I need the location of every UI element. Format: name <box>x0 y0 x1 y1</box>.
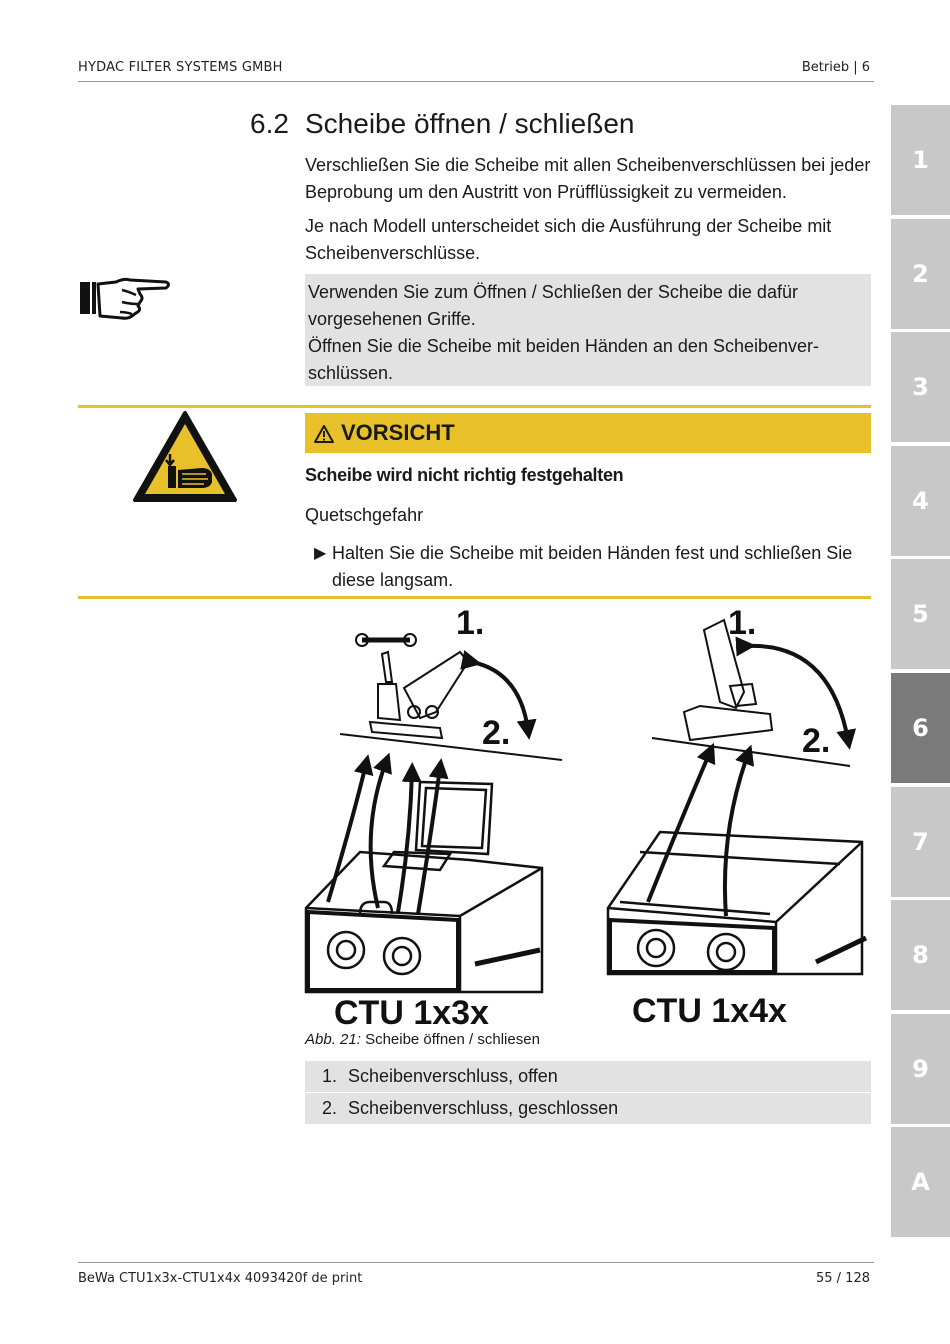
chapter-tabs <box>891 105 950 1241</box>
legend-number: 2. <box>322 1098 338 1118</box>
legend-number: 1. <box>322 1066 338 1086</box>
tab-1[interactable]: 1 <box>891 105 950 215</box>
company-name: HYDAC FILTER SYSTEMS GMBH <box>78 60 283 75</box>
legend-item <box>305 1061 871 1092</box>
page-footer <box>78 1262 874 1292</box>
legend-text: Scheibenverschluss, offen <box>348 1066 558 1086</box>
tab-a[interactable]: A <box>891 1127 950 1237</box>
page-number: 55 / 128 <box>816 1271 870 1286</box>
figure-legend <box>305 1061 871 1125</box>
warning-top-rule <box>78 405 871 408</box>
section-number: 6.2 <box>250 108 289 139</box>
paragraph-2: Je nach Modell unterscheidet sich die Ausführung der Scheibe mit Scheibenverschlüsse. <box>305 216 832 263</box>
warning-step <box>314 540 874 594</box>
right-step-2: 2. <box>802 722 831 760</box>
step-arrow-icon: ▶ <box>314 545 327 562</box>
pointing-hand-icon <box>78 272 173 322</box>
right-step-1: 1. <box>728 604 757 642</box>
crush-hazard-sign-icon <box>132 410 238 504</box>
section-heading <box>250 108 634 140</box>
legend-item <box>305 1093 871 1124</box>
tab-4[interactable]: 4 <box>891 446 950 556</box>
warning-bottom-rule <box>78 596 871 599</box>
right-cabinet <box>608 832 866 974</box>
paragraph-1: Verschließen Sie die Scheibe mit allen Scheibenverschlüssen bei jeder Beprobung um den Austritt von Prüfflüssigkeit zu vermeiden. <box>305 155 871 202</box>
warning-title: Scheibe wird nicht richtig festgehalten <box>305 465 624 485</box>
warning-hazard: Quetschgefahr <box>305 505 424 525</box>
figure-caption <box>305 1031 540 1048</box>
figure-illustration <box>300 602 875 1030</box>
caption-label: Abb. 21: <box>305 1031 361 1048</box>
section-title: Scheibe öffnen / schließen <box>305 108 635 139</box>
left-step-1: 1. <box>456 604 485 642</box>
right-model-label: CTU 1x4x <box>632 992 787 1030</box>
chapter-label: Betrieb | 6 <box>801 60 870 75</box>
warning-triangle-icon <box>313 424 335 444</box>
tab-6[interactable]: 6 <box>891 673 950 783</box>
page-header <box>78 58 874 82</box>
warning-step-text: Halten Sie die Scheibe mit beiden Händen fest und schließen Sie diese langsam. <box>332 543 853 590</box>
tab-8[interactable]: 8 <box>891 900 950 1010</box>
right-rotate-arrow <box>746 646 848 740</box>
note-line-1: Verwenden Sie zum Öffnen / Schließen der Scheibe die dafür <box>308 282 798 302</box>
warning-level: VORSICHT <box>341 420 455 445</box>
warning-header <box>305 413 871 453</box>
caption-text: Scheibe öffnen / schliesen <box>365 1031 540 1048</box>
note-line-2: vorgesehenen Griffe. <box>308 309 476 329</box>
tab-5[interactable]: 5 <box>891 559 950 669</box>
left-model-label: CTU 1x3x <box>334 994 489 1030</box>
left-step-2: 2. <box>482 714 511 752</box>
document-id: BeWa CTU1x3x-CTU1x4x 4093420f de print <box>78 1271 363 1286</box>
tab-3[interactable]: 3 <box>891 332 950 442</box>
tab-9[interactable]: 9 <box>891 1014 950 1124</box>
tab-7[interactable]: 7 <box>891 787 950 897</box>
note-box <box>305 274 871 386</box>
left-latch-detail <box>340 634 562 760</box>
tab-2[interactable]: 2 <box>891 219 950 329</box>
legend-text: Scheibenverschluss, geschlossen <box>348 1098 619 1118</box>
note-line-3: Öffnen Sie die Scheibe mit beiden Händen an den Scheibenver- <box>308 336 820 356</box>
note-line-4: schlüssen. <box>308 363 394 383</box>
